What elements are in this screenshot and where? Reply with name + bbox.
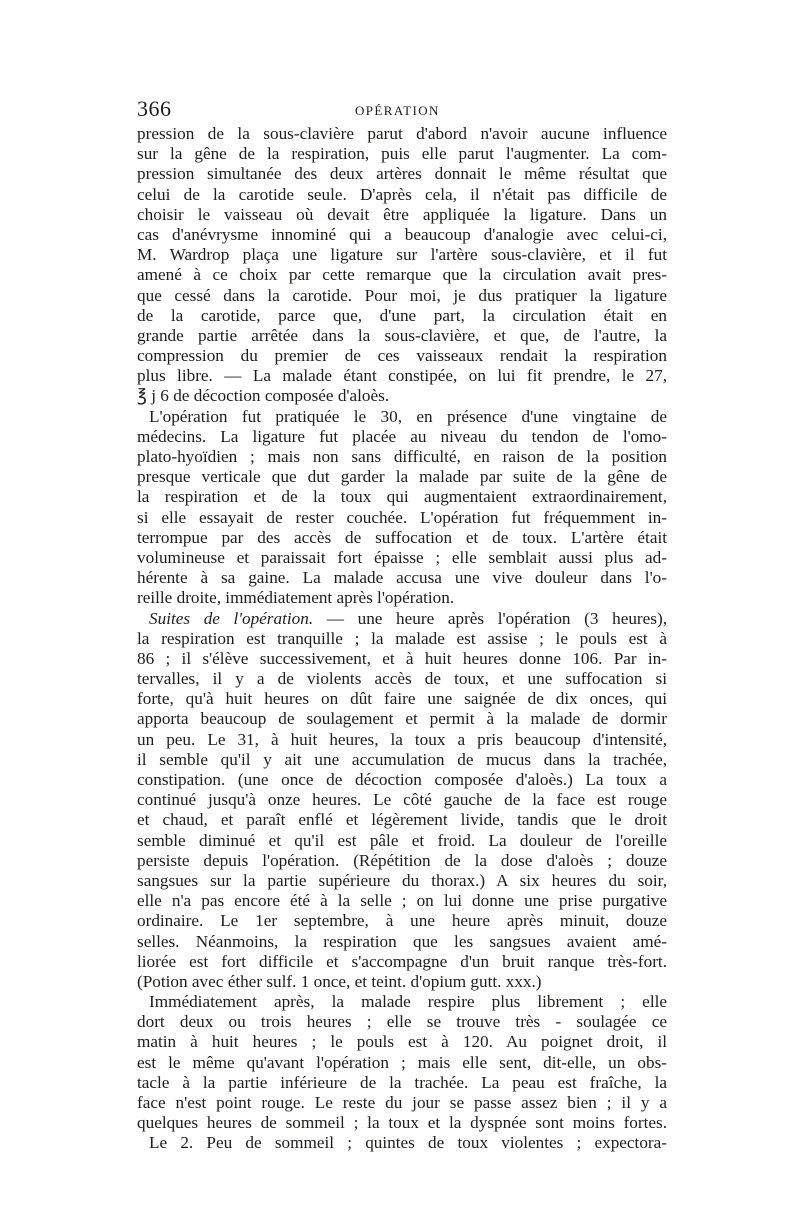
text-line: celui de la carotide seule. D'après cela, il n'était pas difficile de	[137, 184, 667, 204]
text-line: forte, qu'à huit heures on dût faire une saignée de dix onces, qui	[137, 689, 667, 709]
text-line: si elle essayait de rester couchée. L'opération fut fréquemment in-	[137, 507, 667, 527]
text-line: constipation. (une once de décoction composée d'aloès.) La toux a	[137, 770, 667, 789]
page-number: 366	[137, 96, 172, 121]
section-heading: Suites de l'opération.	[149, 608, 314, 628]
text-line: pression de la sous-clavière parut d'abord n'avoir aucune influence	[137, 124, 667, 143]
text-line: amené à ce choix par cette remarque que la circulation avait pres-	[137, 265, 667, 285]
text-line: est le même qu'avant l'opération ; mais elle sent, dit-elle, un obs-	[137, 1052, 667, 1072]
text-line: Le 2. Peu de sommeil ; quintes de toux violentes ; expectora-	[149, 1133, 667, 1153]
page-header	[137, 96, 667, 124]
text-line: reille droite, immédiatement après l'opération.	[137, 588, 455, 608]
text-line: dort deux ou trois heures ; elle se trouve très - soulagée ce	[137, 1012, 667, 1032]
text-line: 86 ; il s'élève successivement, et à huit heures donne 106. Par in-	[137, 648, 667, 668]
text-line: plus libre. — La malade étant constipée, on lui fit prendre, le 27,	[137, 366, 667, 386]
text-line: compression du premier de ces vaisseaux rendait la respiration	[137, 346, 667, 366]
text-line: choisir le vaisseau où devait être appliquée la ligature. Dans un	[137, 204, 667, 224]
text-line: plato-hyoïdien ; mais non sans difficulté, en raison de la position	[137, 447, 667, 466]
text-line: grande partie arrêtée dans la sous-clavière, et que, de l'autre, la	[137, 325, 667, 345]
text-line: hérente à sa gaine. La malade accusa une vive douleur dans l'o-	[137, 568, 667, 588]
text-line: — une heure après l'opération (3 heures),	[326, 608, 667, 628]
text-line: tervalles, il y a de violents accès de toux, et une suffocation si	[137, 669, 667, 689]
text-line: de la carotide, parce que, d'une part, la circulation était en	[137, 305, 667, 325]
text-line: sangsues sur la partie supérieure du thorax.) A six heures du soir,	[137, 870, 667, 890]
text-line: ℥ j 6 de décoction composée d'aloès.	[137, 386, 390, 406]
text-line: ordinaire. Le 1er septembre, à une heure après minuit, douze	[137, 911, 667, 931]
text-line: selles. Néanmoins, la respiration que les sangsues avaient amé-	[137, 931, 667, 951]
text-line: que cessé dans la carotide. Pour moi, je dus pratiquer la ligature	[137, 285, 667, 305]
text-line: Immédiatement après, la malade respire plus librement ; elle	[149, 992, 667, 1012]
text-line: un peu. Le 31, à huit heures, la toux a pris beaucoup d'intensité,	[137, 729, 667, 749]
text-line: matin à huit heures ; le pouls est à 120. Au poignet droit, il	[137, 1032, 667, 1052]
body-text	[137, 124, 667, 1154]
text-line: pression simultanée des deux artères donnait le même résultat que	[137, 164, 667, 184]
text-line: médecins. La ligature fut placée au niveau du tendon de l'omo-	[137, 426, 667, 446]
text-line: M. Wardrop plaça une ligature sur l'artère sous-clavière, et il fut	[137, 245, 667, 265]
text-line: liorée est fort difficile et s'accompagne d'un bruit ranque très-fort.	[137, 951, 667, 971]
text-line: terrompue par des accès de suffocation et de toux. L'artère était	[137, 527, 667, 547]
text-line: sur la gêne de la respiration, puis elle parut l'augmenter. La com-	[137, 144, 667, 164]
text-line: (Potion avec éther sulf. 1 once, et teint. d'opium gutt. xxx.)	[137, 971, 542, 991]
text-line: presque verticale que dut garder la malade par suite de la gêne de	[137, 467, 667, 487]
text-line: quelques heures de sommeil ; la toux et la dyspnée sont moins fortes.	[137, 1113, 667, 1133]
text-line: la respiration et de la toux qui augmentaient extraordinairement,	[137, 487, 667, 507]
text-line: continué jusqu'à onze heures. Le côté gauche de la face est rouge	[137, 790, 667, 810]
text-line: il semble qu'il y ait une accumulation de mucus dans la trachée,	[137, 749, 667, 769]
text-line: cas d'anévrysme innominé qui a beaucoup d'analogie avec celui-ci,	[137, 224, 667, 244]
running-title: OPÉRATION	[355, 103, 440, 118]
text-line: et chaud, et paraît enflé et légèrement livide, tandis que le droit	[137, 810, 667, 830]
text-line: la respiration est tranquille ; la malade est assise ; le pouls est à	[137, 628, 667, 648]
text-line: face n'est point rouge. Le reste du jour se passe assez bien ; il y a	[137, 1093, 667, 1112]
text-line: L'opération fut pratiquée le 30, en présence d'une vingtaine de	[149, 406, 667, 426]
text-line: semble diminué et qu'il est pâle et froid. La douleur de l'oreille	[137, 830, 667, 850]
text-line: apporta beaucoup de soulagement et permit à la malade de dormir	[137, 709, 667, 729]
text-line: persiste depuis l'opération. (Répétition de la dose d'aloès ; douze	[137, 850, 667, 870]
text-line: elle n'a pas encore été à la selle ; on lui donne une prise purgative	[137, 891, 667, 911]
text-line: tacle à la partie inférieure de la trachée. La peau est fraîche, la	[137, 1072, 667, 1092]
section-line	[137, 609, 667, 629]
text-line: volumineuse et paraissait fort épaisse ; elle semblait aussi plus ad-	[137, 547, 667, 567]
